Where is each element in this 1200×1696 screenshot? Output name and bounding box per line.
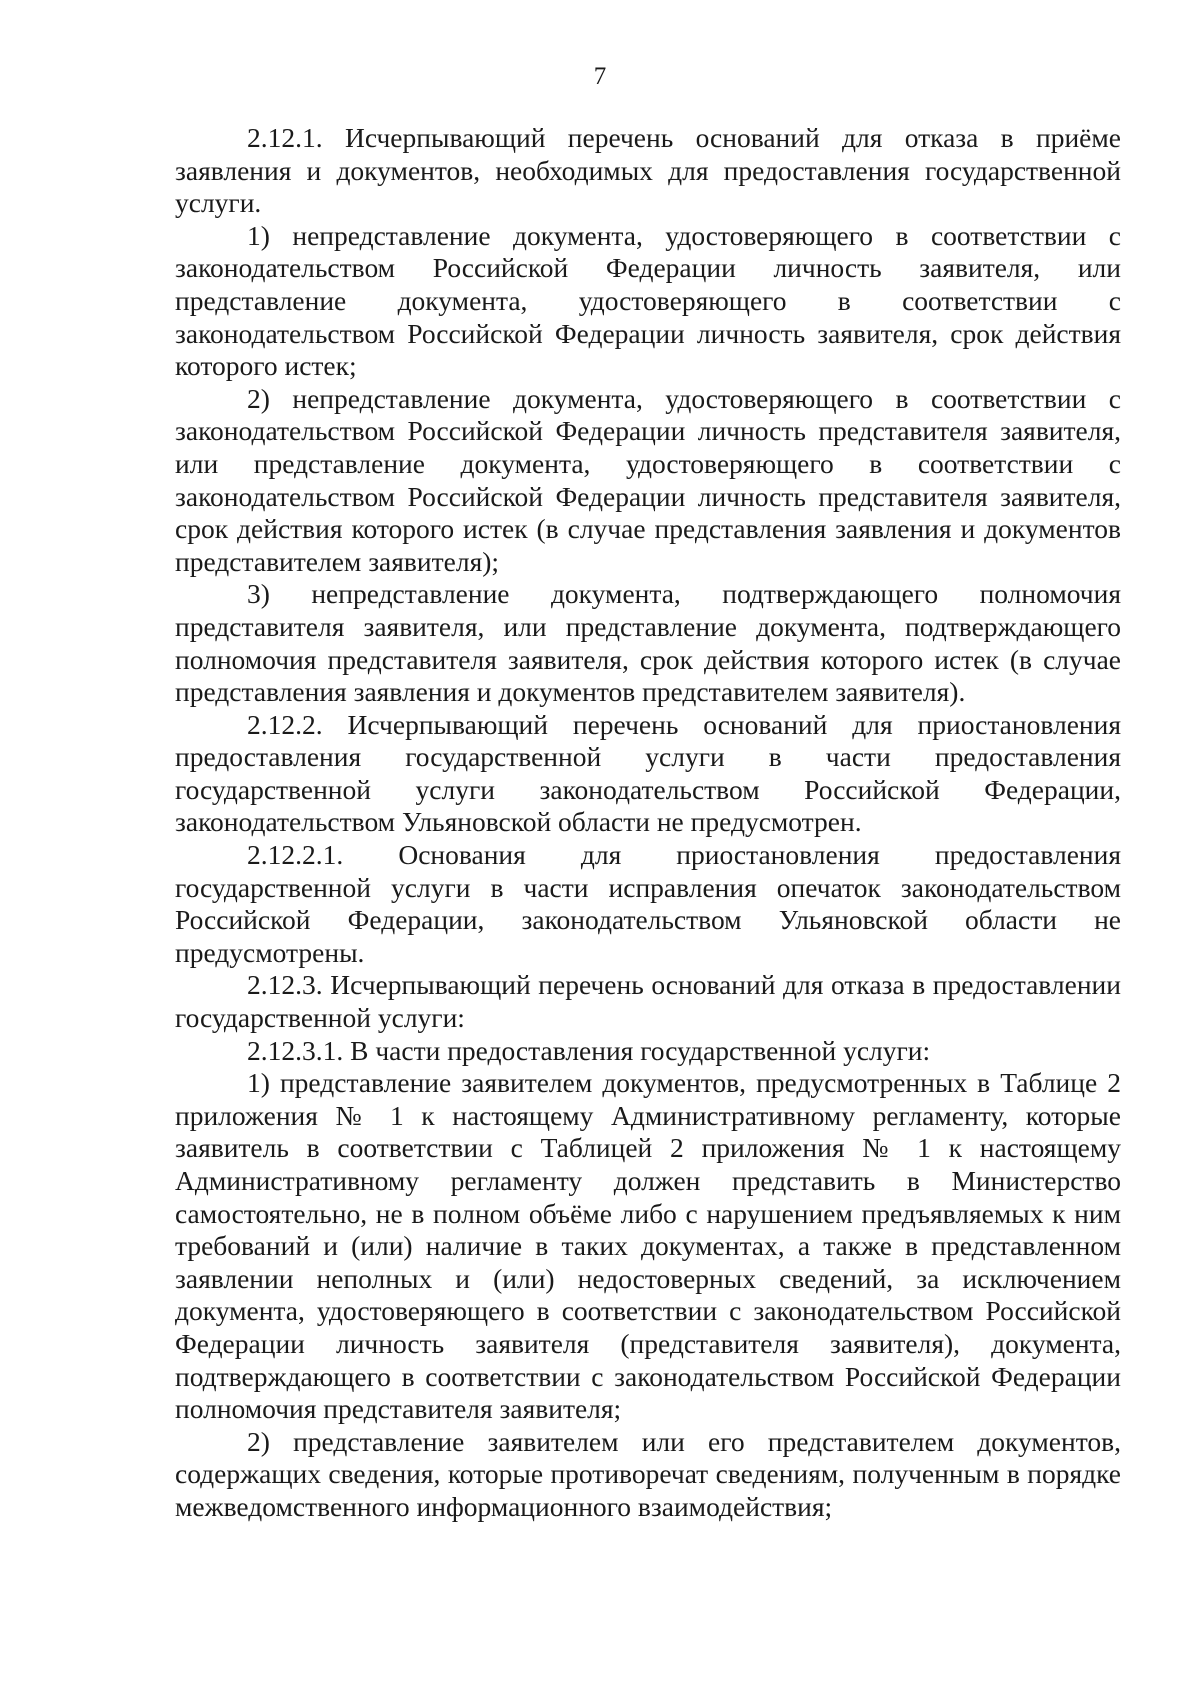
paragraph-item-2: 2) непредставление документа, удостоверяющего в соответствии с законодательством Российской Федерации личность представителя заявителя, или представление документа, удостоверяющего в соответствии с законодательством Российской Федерации личность представителя заявителя, срок действия которого истек (в случае представления заявления и документов представителем заявителя); <box>175 382 1121 577</box>
paragraph-2-12-1: 2.12.1. Исчерпывающий перечень оснований для отказа в приёме заявления и документов, необходимых для предоставления государственной услуги. <box>175 122 1121 219</box>
page-number: 7 <box>593 63 607 90</box>
document-body <box>175 122 1121 1524</box>
paragraph-refusal-item-2: 2) представление заявителем или его представителем документов, содержащих сведения, которые противоречат сведениям, полученным в порядке межведомственного информационного взаимодействия; <box>175 1425 1121 1522</box>
paragraph-2-12-3: 2.12.3. Исчерпывающий перечень оснований для отказа в предоставлении государственной услуги: <box>175 969 1121 1034</box>
paragraph-2-12-2-1: 2.12.2.1. Основания для приостановления предоставления государственной услуги в части исправления опечаток законодательством Российской Федерации, законодательством Ульяновской области не предусмотрены. <box>175 839 1121 968</box>
paragraph-2-12-2: 2.12.2. Исчерпывающий перечень оснований для приостановления предоставления государственной услуги в части предоставления государственной услуги законодательством Российской Федерации, законодательством Ульяновской области не предусмотрен. <box>175 708 1121 838</box>
paragraph-refusal-item-1: 1) представление заявителем документов, предусмотренных в Таблице 2 приложения № 1 к настоящему Административному регламенту, которые заявитель в соответствии с Таблицей 2 приложения № 1 к настоящему Административному регламенту должен представить в Министерство самостоятельно, не в полном объёме либо с нарушением предъявляемых к ним требований и (или) наличие в таких документах, а также в представленном заявлении неполных и (или) недостоверных сведений, за исключением документа, удостоверяющего в соответствии с законодательством Российской Федерации личность заявителя (представителя заявителя), документа, подтверждающего в соответствии с законодательством Российской Федерации полномочия представителя заявителя; <box>175 1067 1121 1425</box>
paragraph-item-3: 3) непредставление документа, подтверждающего полномочия представителя заявителя, или представление документа, подтверждающего полномочия представителя заявителя, срок действия которого истек (в случае представления заявления и документов представителем заявителя). <box>175 578 1121 708</box>
paragraph-item-1: 1) непредставление документа, удостоверяющего в соответствии с законодательством Российской Федерации личность заявителя, или представление документа, удостоверяющего в соответствии с законодательством Российской Федерации личность заявителя, срок действия которого истек; <box>175 219 1121 382</box>
paragraph-2-12-3-1: 2.12.3.1. В части предоставления государственной услуги: <box>247 1034 931 1066</box>
